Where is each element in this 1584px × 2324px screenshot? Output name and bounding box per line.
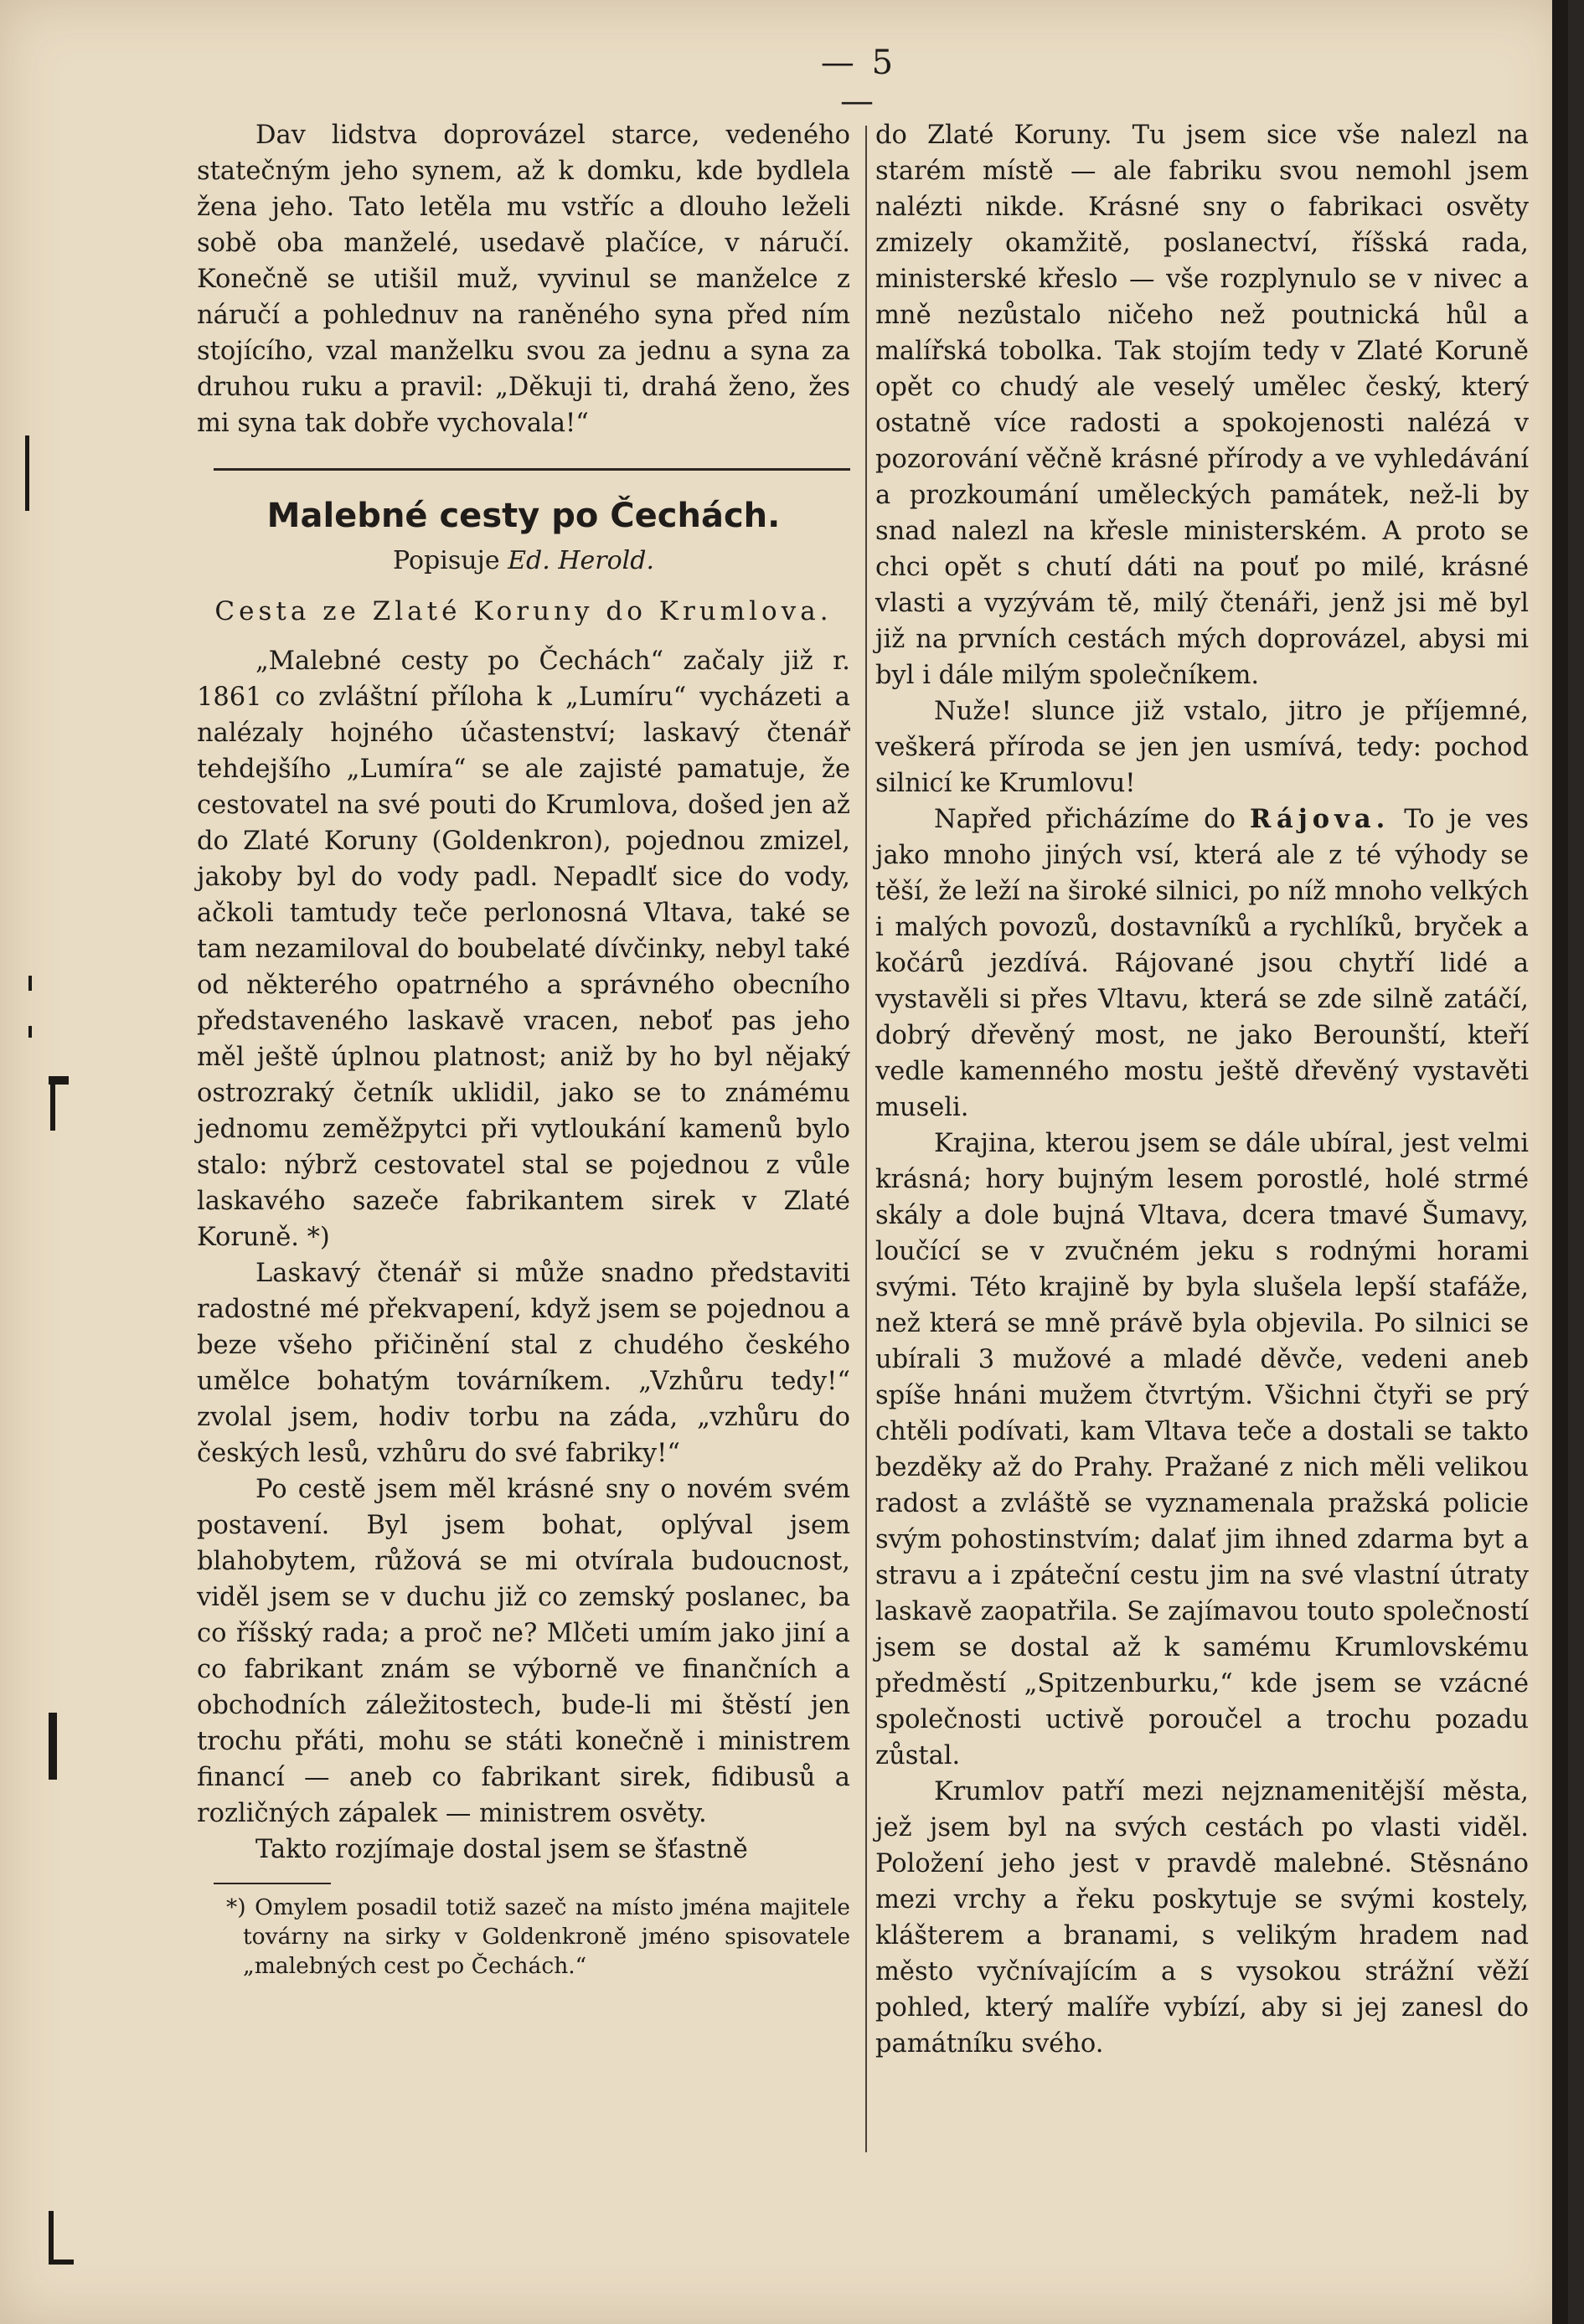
left-column — [197, 117, 850, 1981]
byline — [197, 543, 850, 580]
page-edge-shadow — [1552, 0, 1568, 2324]
page-number: — 5 — — [820, 44, 897, 121]
body-paragraph: Po cestě jsem měl krásné sny o novém svém postavení. Byl jsem bohat, oplýval jsem blahobytem, růžová se mi otvírala budoucnost, viděl jsem se v duchu již co zemský poslanec, ba co říšský rada; a proč ne? Mlčeti umím jako jiní a co fabrikant znám se výborně ve finančních a obchodních záležitostech, bude-li mi štěstí jen trochu přáti, mohu se státi konečně i ministrem financí — aneb co fabrikant sirek, fidibusů a rozličných zápalek — ministrem osvěty. — [197, 1475, 850, 1828]
body-paragraph — [875, 801, 1529, 1126]
place-name: Rájova. — [1249, 804, 1391, 834]
byline-author: Ed. Herold. — [508, 546, 654, 575]
byline-prefix: Popisuje — [393, 546, 500, 575]
section-rule — [214, 468, 850, 471]
body-paragraph: Krajina, kterou jsem se dále ubíral, jest velmi krásná; hory bujným lesem porostlé, holé strmé skály a dole bujná Vltava, dcera tmavé Šumavy, loučící se v zvučném jeku s rodnými horami svými. Této krajině by byla slušela lepší stafáže, než která se mně právě byla objevila. Po silnici se ubírali 3 mužové a mladé děvče, vedeni aneb spíše hnáni mužem čtvrtým. Všichni čtyři se prý chtěli podívati, kam Vltava teče a dostali se takto bezděky až do Prahy. Pražané z nich měli velikou radost a zvláště se vyznamenala pražská policie svým pohostinstvím; dalať jim ihned zdarma byt a stravu a i zpáteční cestu jim na své vlastní útraty laskavě zaopatřila. Se zajímavou touto společností jsem se dostal až k samému Krumlovskému předměstí „Spitzenburku,“ kde jsem se vzácné společnosti uctivě poroučel a trochu pozadu zůstal. — [875, 1129, 1529, 1770]
body-paragraph: Laskavý čtenář si může snadno představiti radostné mé překvapení, když jsem se pojednou a beze všeho přičinění stal z chudého českého umělce bohatým továrníkem. „Vzhůru tedy!“ zvolal jsem, hodiv torbu na záda, „vzhůru do českých lesů, vzhůru do své fabriky!“ — [197, 1259, 850, 1468]
opening-paragraph: Dav lidstva doprovázel starce, vedeného statečným jeho synem, až k domku, kde bydlela žena jeho. Tato letěla mu vstříc a dlouho leželi sobě oba manželé, usedavě plačíce, v náručí. Konečně se utišil muž, vyvinul se manželce z náručí a pohlednuv na raněného syna před ním stojícího, vzal manželku svou za jednu a syna za druhou ruku a pravil: „Děkuji ti, drahá ženo, žes mi syna tak dobře vychovala!“ — [197, 121, 850, 438]
right-column — [875, 117, 1529, 2062]
paragraph-text: Napřed přicházíme do — [934, 805, 1236, 834]
article-subheading: Cesta ze Zlaté Koruny do Krumlova. — [214, 596, 833, 626]
body-paragraph: do Zlaté Koruny. Tu jsem sice vše nalezl na starém místě — ale fabriku svou nemohl jsem nalézti nikde. Krásné sny o fabrikaci osvěty zmizely okamžitě, poslanectví, říšská rada, ministerské křeslo — vše rozplynulo se v nivec a mně nezůstalo ničeho než poutnická hůl a malířská tobolka. Tak stojím tedy v Zlaté Koruně opět co chudý ale veselý umělec český, který ostatně více radosti a spokojenosti nalézá v pozorování věčně krásné přírody a ve vyhledávání a prozkoumání uměleckých památek, než-li by snad nalezl na křesle ministerském. A proto se chci opět s chutí dáti na pouť po milé, krásné vlasti a vyzývám tě, milý čtenáři, jenž jsi mě byl již na prvních cestách mých doprovázel, abysi mi byl i dále milým společníkem. — [875, 121, 1529, 690]
body-paragraph: Krumlov patří mezi nejznamenitější města, jež jsem byl na svých cestách po vlasti viděl. Položení jeho jest v pravdě malebné. Stěsnáno mezi vrchy a řeku poskytuje se svými kostely, klášterem a branami, s velikým hradem nad město vyčnívajícím a s vysokou strážní věží pohled, který malíře vybízí, aby si jej zanesl do památníku svého. — [875, 1777, 1529, 2059]
column-divider — [865, 126, 867, 2152]
paragraph-text: To je ves jako mnoho jiných vsí, která ale z té výhody se těší, že leží na široké silnici, po níž mnoho velkých i malých povozů, dostavníků a rychlíků, bryček a kočárů jezdívá. Rájované jsou chytří lidé a vystavěli si přes Vltavu, která se zde silně zatáčí, dobrý dřevěný most, ne jako Berounští, kteří vedle kamenného mostu ještě dřevěný vystavěti museli. — [875, 805, 1529, 1122]
footnote: *) Omylem posadil totiž sazeč na místo jména majitele továrny na sirky v Goldenkroně jméno spisovatele „malebných cest po Čechách.“ — [226, 1894, 850, 1979]
footnote-rule — [214, 1883, 331, 1884]
body-paragraph: Nuže! slunce již vstalo, jitro je příjemné, veškerá příroda se jen jen usmívá, tedy: pochod silnicí ke Krumlovu! — [875, 697, 1529, 798]
article-title: Malebné cesty po Čechách. — [266, 497, 781, 535]
binding-edge-marks — [17, 0, 84, 2324]
body-paragraph: Takto rozjímaje dostal jsem se šťastně — [255, 1835, 748, 1864]
body-paragraph: „Malebné cesty po Čechách“ začaly již r. 1861 co zvláštní příloha k „Lumíru“ vycházeti a nalézaly hojného účastenství; laskavý čtenář tehdejšího „Lumíra“ se ale zajisté pamatuje, že cestovatel na své pouti do Krumlova, došed jen až do Zlaté Koruny (Goldenkron), pojednou zmizel, jakoby byl do vody padl. Nepadlť sice do vody, ačkoli tamtudy teče perlonosná Vltava, také se tam nezamiloval do boubelaté dívčinky, nebyl také od některého opatrného a správného obecního představeného laskavě vracen, neboť pas jeho měl ještě úplnou platnost; aniž by ho byl nějaký ostrozraký četník uklidil, jako se to známému jednomu zeměžpytci při vytloukání kamenů bylo stalo: nýbrž cestovatel stal se pojednou z vůle laskavého sazeče fabrikantem sirek v Zlaté Koruně. *) — [197, 647, 850, 1252]
